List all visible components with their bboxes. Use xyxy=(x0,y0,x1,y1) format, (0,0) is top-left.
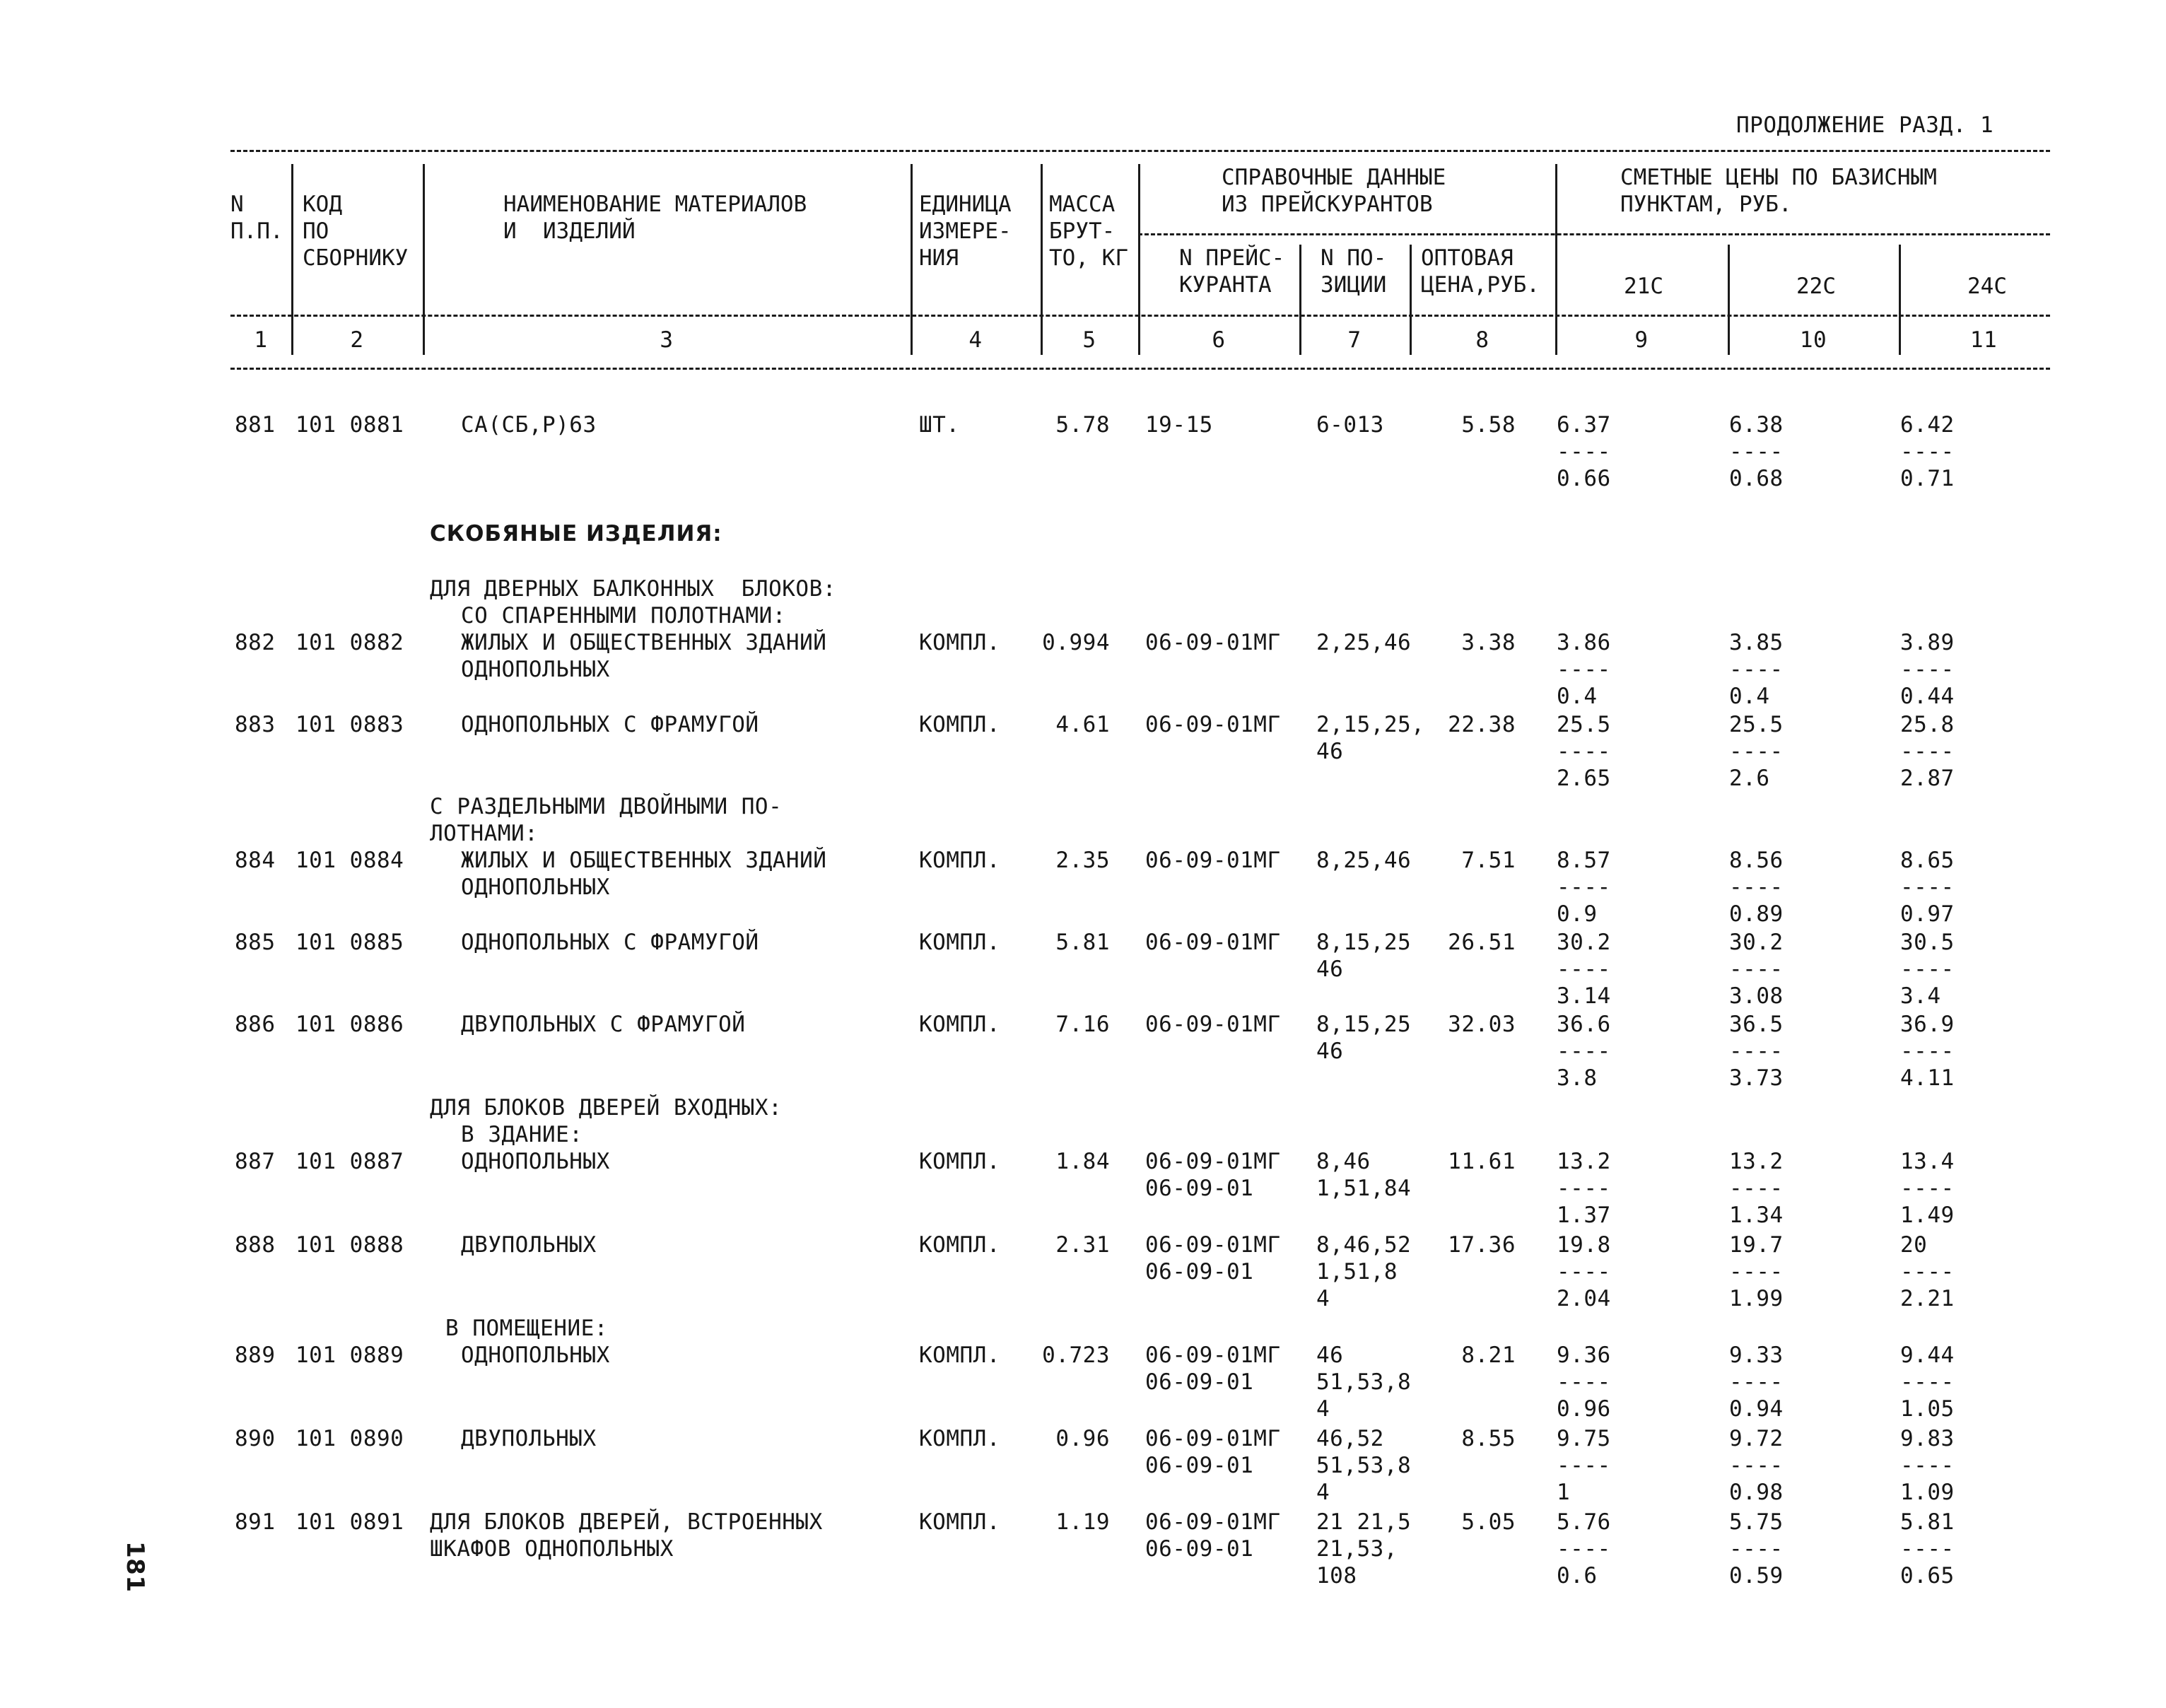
row-estimate-wage-p21: 1.37 xyxy=(1557,1203,1611,1228)
row-unit: КОМПЛ. xyxy=(919,848,1000,873)
row-number: 888 xyxy=(235,1232,276,1258)
row-estimate-wage-p22: 0.4 xyxy=(1729,684,1770,709)
row-positions: 21,53, xyxy=(1316,1536,1398,1562)
group-heading: ЛОТНАМИ: xyxy=(430,821,539,846)
row-name: ОДНОПОЛЬНЫХ С ФРАМУГОЙ xyxy=(461,930,759,955)
group-subheading: В ЗДАНИЕ: xyxy=(461,1122,583,1147)
row-estimate-price-p21: 9.75 xyxy=(1557,1426,1611,1451)
row-price-list: 06-09-01 xyxy=(1145,1453,1254,1478)
fraction-bar: ---- xyxy=(1557,1453,1611,1478)
col-number: 7 xyxy=(1347,327,1362,353)
row-estimate-wage-p24: 2.21 xyxy=(1900,1286,1955,1311)
row-estimate-price-p24: 13.4 xyxy=(1900,1149,1955,1174)
row-estimate-wage-p22: 0.59 xyxy=(1729,1563,1784,1589)
row-name: ОДНОПОЛЬНЫХ xyxy=(461,657,610,682)
row-estimate-wage-p22: 1.99 xyxy=(1729,1286,1784,1311)
row-name: ДВУПОЛЬНЫХ С ФРАМУГОЙ xyxy=(461,1012,746,1037)
col-number: 5 xyxy=(1082,327,1096,353)
row-price-list: 06-09-01МГ xyxy=(1145,630,1281,655)
row-mass: 1.84 xyxy=(1055,1149,1110,1174)
row-wholesale-price: 26.51 xyxy=(1448,930,1516,955)
fraction-bar: ---- xyxy=(1557,957,1611,982)
row-estimate-price-p21: 6.37 xyxy=(1557,412,1611,438)
row-code: 101 0885 xyxy=(295,930,404,955)
row-price-list: 06-09-01МГ xyxy=(1145,848,1281,873)
row-estimate-wage-p21: 1 xyxy=(1557,1480,1571,1505)
fraction-bar: ---- xyxy=(1900,739,1955,764)
row-estimate-wage-p21: 0.66 xyxy=(1557,466,1611,491)
row-number: 889 xyxy=(235,1343,276,1368)
fraction-bar: ---- xyxy=(1557,657,1611,682)
row-mass: 7.16 xyxy=(1055,1012,1110,1037)
row-estimate-wage-p24: 2.87 xyxy=(1900,766,1955,791)
row-wholesale-price: 32.03 xyxy=(1448,1012,1516,1037)
row-positions: 51,53,8 xyxy=(1316,1453,1412,1478)
row-code: 101 0882 xyxy=(295,630,404,655)
fraction-bar: ---- xyxy=(1900,957,1955,982)
row-mass: 0.994 xyxy=(1042,630,1110,655)
row-estimate-price-p22: 25.5 xyxy=(1729,712,1784,737)
row-estimate-wage-p21: 3.14 xyxy=(1557,983,1611,1009)
row-estimate-price-p21: 13.2 xyxy=(1557,1149,1611,1174)
row-number: 891 xyxy=(235,1509,276,1535)
row-wholesale-price: 22.38 xyxy=(1448,712,1516,737)
row-name: ОДНОПОЛЬНЫХ С ФРАМУГОЙ xyxy=(461,712,759,737)
row-estimate-price-p24: 3.89 xyxy=(1900,630,1955,655)
row-positions: 46 xyxy=(1316,739,1344,764)
row-code: 101 0884 xyxy=(295,848,404,873)
row-estimate-price-p24: 36.9 xyxy=(1900,1012,1955,1037)
row-positions: 46,52 xyxy=(1316,1426,1384,1451)
row-name: ОДНОПОЛЬНЫХ xyxy=(461,1343,610,1368)
row-wholesale-price: 7.51 xyxy=(1461,848,1516,873)
row-estimate-wage-p24: 1.09 xyxy=(1900,1480,1955,1505)
row-estimate-price-p22: 30.2 xyxy=(1729,930,1784,955)
row-estimate-wage-p21: 2.04 xyxy=(1557,1286,1611,1311)
row-estimate-price-p21: 19.8 xyxy=(1557,1232,1611,1258)
row-estimate-price-p22: 13.2 xyxy=(1729,1149,1784,1174)
row-estimate-wage-p22: 0.94 xyxy=(1729,1396,1784,1422)
col-number: 3 xyxy=(660,327,674,353)
row-estimate-price-p24: 8.65 xyxy=(1900,848,1955,873)
fraction-bar: ---- xyxy=(1557,875,1611,900)
row-positions: 1,51,84 xyxy=(1316,1176,1412,1201)
row-code: 101 0891 xyxy=(295,1509,404,1535)
group-heading: ДЛЯ ДВЕРНЫХ БАЛКОННЫХ БЛОКОВ: xyxy=(430,576,836,602)
row-mass: 2.35 xyxy=(1055,848,1110,873)
row-name: ДВУПОЛЬНЫХ xyxy=(461,1426,597,1451)
col-number: 1 xyxy=(254,327,268,353)
fraction-bar: ---- xyxy=(1557,739,1611,764)
row-price-list: 06-09-01МГ xyxy=(1145,1509,1281,1535)
row-code: 101 0883 xyxy=(295,712,404,737)
row-unit: КОМПЛ. xyxy=(919,1343,1000,1368)
row-estimate-price-p21: 8.57 xyxy=(1557,848,1611,873)
row-mass: 5.81 xyxy=(1055,930,1110,955)
row-name: ЖИЛЫХ И ОБЩЕСТВЕННЫХ ЗДАНИЙ xyxy=(461,630,827,655)
row-unit: КОМПЛ. xyxy=(919,930,1000,955)
row-price-list: 06-09-01МГ xyxy=(1145,930,1281,955)
row-estimate-price-p22: 3.85 xyxy=(1729,630,1784,655)
fraction-bar: ---- xyxy=(1729,957,1784,982)
fraction-bar: ---- xyxy=(1729,875,1784,900)
row-estimate-price-p24: 9.83 xyxy=(1900,1426,1955,1451)
row-estimate-price-p22: 9.72 xyxy=(1729,1426,1784,1451)
row-unit: КОМПЛ. xyxy=(919,712,1000,737)
row-positions: 6-013 xyxy=(1316,412,1384,438)
row-number: 890 xyxy=(235,1426,276,1451)
row-estimate-wage-p22: 2.6 xyxy=(1729,766,1770,791)
row-estimate-wage-p21: 2.65 xyxy=(1557,766,1611,791)
col-number: 9 xyxy=(1634,327,1649,353)
row-wholesale-price: 8.21 xyxy=(1461,1343,1516,1368)
row-price-list: 06-09-01МГ xyxy=(1145,1012,1281,1037)
row-number: 885 xyxy=(235,930,276,955)
fraction-bar: ---- xyxy=(1900,875,1955,900)
row-name: ОДНОПОЛЬНЫХ xyxy=(461,875,610,900)
row-positions: 8,46 xyxy=(1316,1149,1371,1174)
fraction-bar: ---- xyxy=(1729,1259,1784,1285)
row-price-list: 06-09-01МГ xyxy=(1145,1232,1281,1258)
row-estimate-wage-p21: 0.9 xyxy=(1557,901,1598,927)
col-number: 2 xyxy=(350,327,364,353)
row-positions: 4 xyxy=(1316,1480,1330,1505)
row-estimate-wage-p24: 1.05 xyxy=(1900,1396,1955,1422)
header-col9: 21С xyxy=(1624,274,1663,299)
fraction-bar: ---- xyxy=(1729,1369,1784,1395)
row-positions: 2,15,25, xyxy=(1316,712,1425,737)
row-estimate-price-p22: 8.56 xyxy=(1729,848,1784,873)
row-price-list: 06-09-01 xyxy=(1145,1536,1254,1562)
fraction-bar: ---- xyxy=(1900,1259,1955,1285)
row-estimate-wage-p21: 0.4 xyxy=(1557,684,1598,709)
fraction-bar: ---- xyxy=(1729,1453,1784,1478)
row-price-list: 06-09-01МГ xyxy=(1145,1426,1281,1451)
fraction-bar: ---- xyxy=(1729,1039,1784,1064)
header-col11: 24С xyxy=(1967,274,2007,299)
row-price-list: 06-09-01 xyxy=(1145,1176,1254,1201)
row-mass: 5.78 xyxy=(1055,412,1110,438)
row-estimate-wage-p24: 0.65 xyxy=(1900,1563,1955,1589)
fraction-bar: ---- xyxy=(1900,1176,1955,1201)
row-name: ОДНОПОЛЬНЫХ xyxy=(461,1149,610,1174)
row-price-list: 06-09-01 xyxy=(1145,1259,1254,1285)
row-unit: ШТ. xyxy=(919,412,960,438)
row-estimate-wage-p22: 0.98 xyxy=(1729,1480,1784,1505)
continuation-label: ПРОДОЛЖЕНИЕ РАЗД. 1 xyxy=(1736,112,1994,138)
row-positions: 46 xyxy=(1316,1343,1344,1368)
row-number: 881 xyxy=(235,412,276,438)
row-positions: 51,53,8 xyxy=(1316,1369,1412,1395)
row-estimate-price-p21: 9.36 xyxy=(1557,1343,1611,1368)
fraction-bar: ---- xyxy=(1900,1536,1955,1562)
row-positions: 8,46,52 xyxy=(1316,1232,1412,1258)
row-name: ДЛЯ БЛОКОВ ДВЕРЕЙ, ВСТРОЕННЫХ xyxy=(430,1509,823,1535)
row-code: 101 0889 xyxy=(295,1343,404,1368)
row-estimate-price-p21: 25.5 xyxy=(1557,712,1611,737)
fraction-bar: ---- xyxy=(1900,439,1955,464)
row-code: 101 0890 xyxy=(295,1426,404,1451)
row-estimate-price-p21: 3.86 xyxy=(1557,630,1611,655)
row-positions: 8,15,25 xyxy=(1316,1012,1412,1037)
row-estimate-price-p22: 5.75 xyxy=(1729,1509,1784,1535)
col-number: 10 xyxy=(1799,327,1827,353)
row-estimate-price-p24: 30.5 xyxy=(1900,930,1955,955)
fraction-bar: ---- xyxy=(1900,657,1955,682)
row-positions: 8,15,25 xyxy=(1316,930,1412,955)
row-estimate-wage-p24: 4.11 xyxy=(1900,1065,1955,1091)
row-unit: КОМПЛ. xyxy=(919,1012,1000,1037)
fraction-bar: ---- xyxy=(1557,1259,1611,1285)
row-estimate-wage-p24: 1.49 xyxy=(1900,1203,1955,1228)
row-wholesale-price: 8.55 xyxy=(1461,1426,1516,1451)
group-subheading: СО СПАРЕННЫМИ ПОЛОТНАМИ: xyxy=(461,603,786,628)
row-number: 884 xyxy=(235,848,276,873)
row-unit: КОМПЛ. xyxy=(919,1232,1000,1258)
row-name: СА(СБ,Р)63 xyxy=(461,412,597,438)
fraction-bar: ---- xyxy=(1729,1176,1784,1201)
row-estimate-price-p24: 20 xyxy=(1900,1232,1928,1258)
col-number: 8 xyxy=(1475,327,1489,353)
header-top-rule xyxy=(230,150,2050,152)
row-estimate-price-p24: 6.42 xyxy=(1900,412,1955,438)
col-number: 6 xyxy=(1212,327,1226,353)
row-estimate-wage-p22: 0.89 xyxy=(1729,901,1784,927)
row-number: 886 xyxy=(235,1012,276,1037)
row-estimate-price-p21: 30.2 xyxy=(1557,930,1611,955)
row-name: ДВУПОЛЬНЫХ xyxy=(461,1232,597,1258)
row-estimate-wage-p21: 0.6 xyxy=(1557,1563,1598,1589)
row-code: 101 0881 xyxy=(295,412,404,438)
row-estimate-wage-p22: 3.73 xyxy=(1729,1065,1784,1091)
row-code: 101 0886 xyxy=(295,1012,404,1037)
row-estimate-wage-p24: 0.44 xyxy=(1900,684,1955,709)
fraction-bar: ---- xyxy=(1729,439,1784,464)
row-unit: КОМПЛ. xyxy=(919,1149,1000,1174)
fraction-bar: ---- xyxy=(1557,439,1611,464)
group-subheading: В ПОМЕЩЕНИЕ: xyxy=(445,1316,608,1341)
row-unit: КОМПЛ. xyxy=(919,630,1000,655)
row-positions: 1,51,8 xyxy=(1316,1259,1398,1285)
row-number: 887 xyxy=(235,1149,276,1174)
header-col10: 22С xyxy=(1796,274,1836,299)
group-heading: С РАЗДЕЛЬНЫМИ ДВОЙНЫМИ ПО- xyxy=(430,794,783,819)
fraction-bar: ---- xyxy=(1900,1369,1955,1395)
section-title: СКОБЯНЫЕ ИЗДЕЛИЯ: xyxy=(430,521,722,546)
row-price-list: 06-09-01 xyxy=(1145,1369,1254,1395)
row-mass: 2.31 xyxy=(1055,1232,1110,1258)
fraction-bar: ---- xyxy=(1557,1039,1611,1064)
row-price-list: 06-09-01МГ xyxy=(1145,1343,1281,1368)
row-estimate-wage-p24: 3.4 xyxy=(1900,983,1941,1009)
row-estimate-wage-p22: 3.08 xyxy=(1729,983,1784,1009)
row-price-list: 06-09-01МГ xyxy=(1145,712,1281,737)
row-mass: 0.723 xyxy=(1042,1343,1110,1368)
row-estimate-price-p22: 9.33 xyxy=(1729,1343,1784,1368)
row-estimate-price-p22: 19.7 xyxy=(1729,1232,1784,1258)
row-price-list: 19-15 xyxy=(1145,412,1213,438)
fraction-bar: ---- xyxy=(1729,739,1784,764)
row-estimate-price-p21: 5.76 xyxy=(1557,1509,1611,1535)
row-estimate-price-p24: 25.8 xyxy=(1900,712,1955,737)
row-unit: КОМПЛ. xyxy=(919,1509,1000,1535)
row-positions: 4 xyxy=(1316,1396,1330,1422)
row-estimate-price-p24: 5.81 xyxy=(1900,1509,1955,1535)
col-number: 11 xyxy=(1969,327,1998,353)
row-mass: 0.96 xyxy=(1055,1426,1110,1451)
row-positions: 4 xyxy=(1316,1286,1330,1311)
row-name: ШКАФОВ ОДНОПОЛЬНЫХ xyxy=(430,1536,674,1562)
fraction-bar: ---- xyxy=(1557,1176,1611,1201)
row-estimate-wage-p22: 0.68 xyxy=(1729,466,1784,491)
col-number: 4 xyxy=(968,327,983,353)
row-number: 883 xyxy=(235,712,276,737)
row-positions: 46 xyxy=(1316,1039,1344,1064)
row-number: 882 xyxy=(235,630,276,655)
row-wholesale-price: 5.05 xyxy=(1461,1509,1516,1535)
row-estimate-price-p22: 6.38 xyxy=(1729,412,1784,438)
row-wholesale-price: 5.58 xyxy=(1461,412,1516,438)
row-estimate-price-p21: 36.6 xyxy=(1557,1012,1611,1037)
row-estimate-wage-p21: 3.8 xyxy=(1557,1065,1598,1091)
row-mass: 1.19 xyxy=(1055,1509,1110,1535)
row-wholesale-price: 17.36 xyxy=(1448,1232,1516,1258)
row-mass: 4.61 xyxy=(1055,712,1110,737)
row-estimate-wage-p21: 0.96 xyxy=(1557,1396,1611,1422)
row-name: ЖИЛЫХ И ОБЩЕСТВЕННЫХ ЗДАНИЙ xyxy=(461,848,827,873)
row-price-list: 06-09-01МГ xyxy=(1145,1149,1281,1174)
header-bottom-rule xyxy=(230,315,2050,317)
page-number: 181 xyxy=(121,1541,149,1593)
row-code: 101 0888 xyxy=(295,1232,404,1258)
row-estimate-price-p24: 9.44 xyxy=(1900,1343,1955,1368)
header-numbers-rule xyxy=(230,368,2050,370)
row-positions: 2,25,46 xyxy=(1316,630,1412,655)
row-positions: 108 xyxy=(1316,1563,1357,1589)
row-unit: КОМПЛ. xyxy=(919,1426,1000,1451)
fraction-bar: ---- xyxy=(1729,1536,1784,1562)
fraction-bar: ---- xyxy=(1557,1536,1611,1562)
fraction-bar: ---- xyxy=(1900,1453,1955,1478)
row-code: 101 0887 xyxy=(295,1149,404,1174)
row-wholesale-price: 3.38 xyxy=(1461,630,1516,655)
row-positions: 46 xyxy=(1316,957,1344,982)
row-positions: 8,25,46 xyxy=(1316,848,1412,873)
fraction-bar: ---- xyxy=(1557,1369,1611,1395)
row-positions: 21 21,5 xyxy=(1316,1509,1412,1535)
fraction-bar: ---- xyxy=(1900,1039,1955,1064)
row-estimate-price-p22: 36.5 xyxy=(1729,1012,1784,1037)
row-estimate-wage-p22: 1.34 xyxy=(1729,1203,1784,1228)
fraction-bar: ---- xyxy=(1729,657,1784,682)
header-mid-rule xyxy=(1138,233,2050,235)
row-wholesale-price: 11.61 xyxy=(1448,1149,1516,1174)
row-estimate-wage-p24: 0.97 xyxy=(1900,901,1955,927)
group-heading: ДЛЯ БЛОКОВ ДВЕРЕЙ ВХОДНЫХ: xyxy=(430,1095,783,1121)
row-estimate-wage-p24: 0.71 xyxy=(1900,466,1955,491)
